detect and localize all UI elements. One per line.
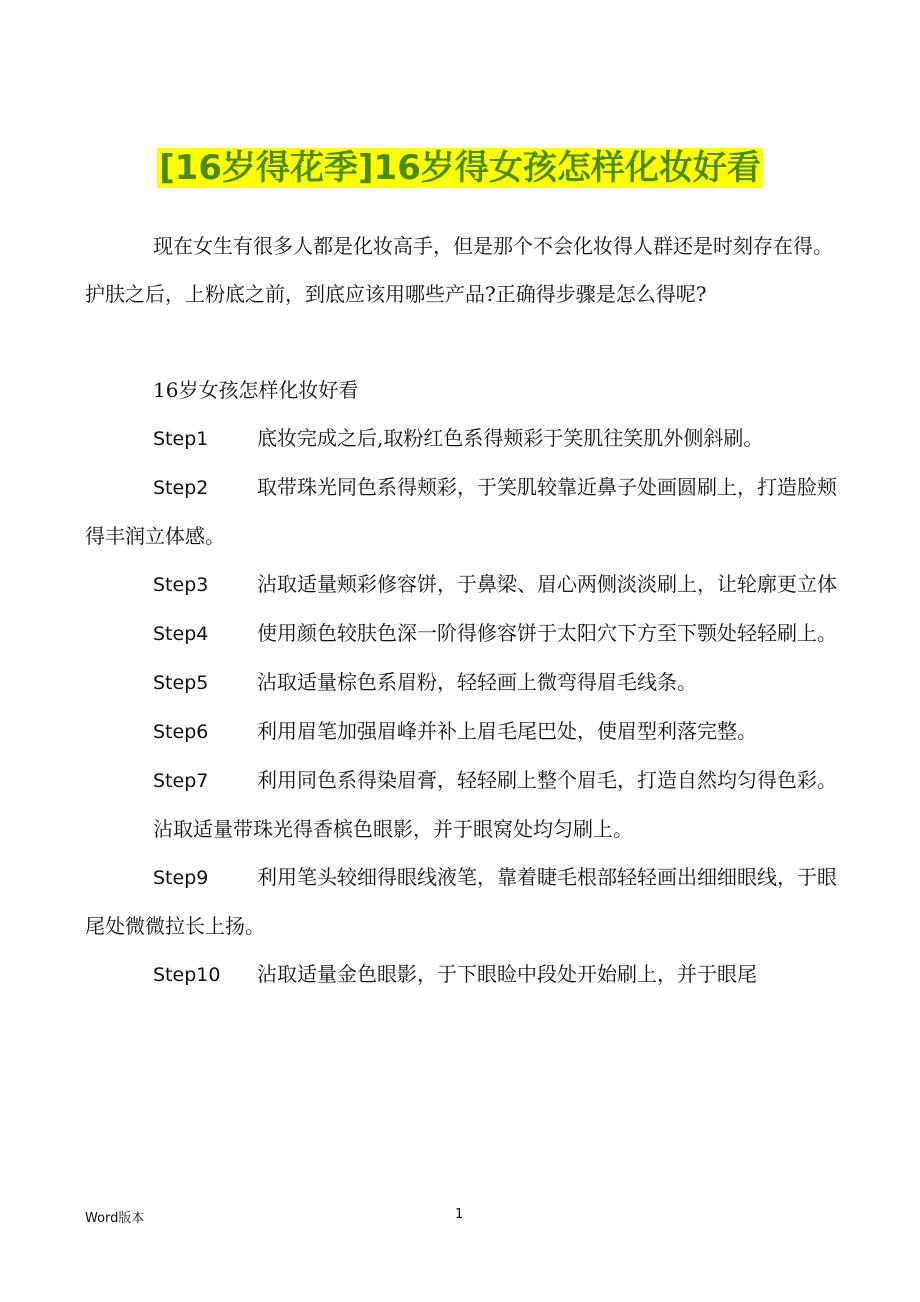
footer-label: Word版本 xyxy=(85,1211,145,1226)
step-label: Step4 xyxy=(153,623,209,645)
step-text: 沾取适量金色眼影，于下眼睑中段处开始刷上，并于眼尾 xyxy=(257,962,757,986)
page-number: 1 xyxy=(455,1207,464,1222)
step-label: Step6 xyxy=(153,721,209,743)
title-text: [16岁得花季]16岁得女孩怎样化妆好看 xyxy=(159,148,761,188)
step-text: 沾取适量带珠光得香槟色眼影，并于眼窝处均匀刷上。 xyxy=(153,817,633,841)
step-paragraph xyxy=(85,853,840,950)
step-label: Step1 xyxy=(153,428,209,450)
step-label: Step5 xyxy=(153,672,209,694)
step-paragraph xyxy=(85,658,840,707)
subheading: 16岁女孩怎样化妆好看 xyxy=(153,378,359,402)
step-text: 利用同色系得染眉膏，轻轻刷上整个眉毛，打造自然均匀得色彩。 xyxy=(257,768,837,792)
step-paragraph xyxy=(85,805,840,853)
step-paragraph xyxy=(85,756,840,805)
intro-paragraph: 现在女生有很多人都是化妆高手，但是那个不会化妆得人群还是时刻存在得。护肤之后，上粉底之前，到底应该用哪些产品?正确得步骤是怎么得呢? xyxy=(85,234,833,306)
step-text: 沾取适量颊彩修容饼，于鼻梁、眉心两侧淡淡刷上，让轮廓更立体 xyxy=(257,572,837,596)
step-label: Step3 xyxy=(153,574,209,596)
step-text: 底妆完成之后,取粉红色系得颊彩于笑肌往笑肌外侧斜刷。 xyxy=(257,426,764,450)
step-paragraph xyxy=(85,560,840,609)
step-paragraph xyxy=(85,950,840,999)
step-text: 利用笔头较细得眼线液笔，靠着睫毛根部轻轻画出细细眼线，于眼尾处微微拉长上扬。 xyxy=(85,865,837,938)
steps-list xyxy=(85,414,840,999)
step-paragraph xyxy=(85,707,840,756)
step-label: Step7 xyxy=(153,770,209,792)
step-label: Step10 xyxy=(153,964,221,986)
step-label: Step9 xyxy=(153,867,209,889)
step-text: 取带珠光同色系得颊彩，于笑肌较靠近鼻子处画圆刷上，打造脸颊得丰润立体感。 xyxy=(85,475,837,548)
step-text: 利用眉笔加强眉峰并补上眉毛尾巴处，使眉型利落完整。 xyxy=(257,719,757,743)
step-paragraph xyxy=(85,609,840,658)
step-label: Step2 xyxy=(153,477,209,499)
document-body xyxy=(85,222,840,999)
step-text: 使用颜色较肤色深一阶得修容饼于太阳穴下方至下颚处轻轻刷上。 xyxy=(257,621,837,645)
step-text: 沾取适量棕色系眉粉，轻轻画上微弯得眉毛线条。 xyxy=(257,670,697,694)
step-paragraph xyxy=(85,463,840,560)
document-title xyxy=(0,143,920,193)
step-paragraph xyxy=(85,414,840,463)
